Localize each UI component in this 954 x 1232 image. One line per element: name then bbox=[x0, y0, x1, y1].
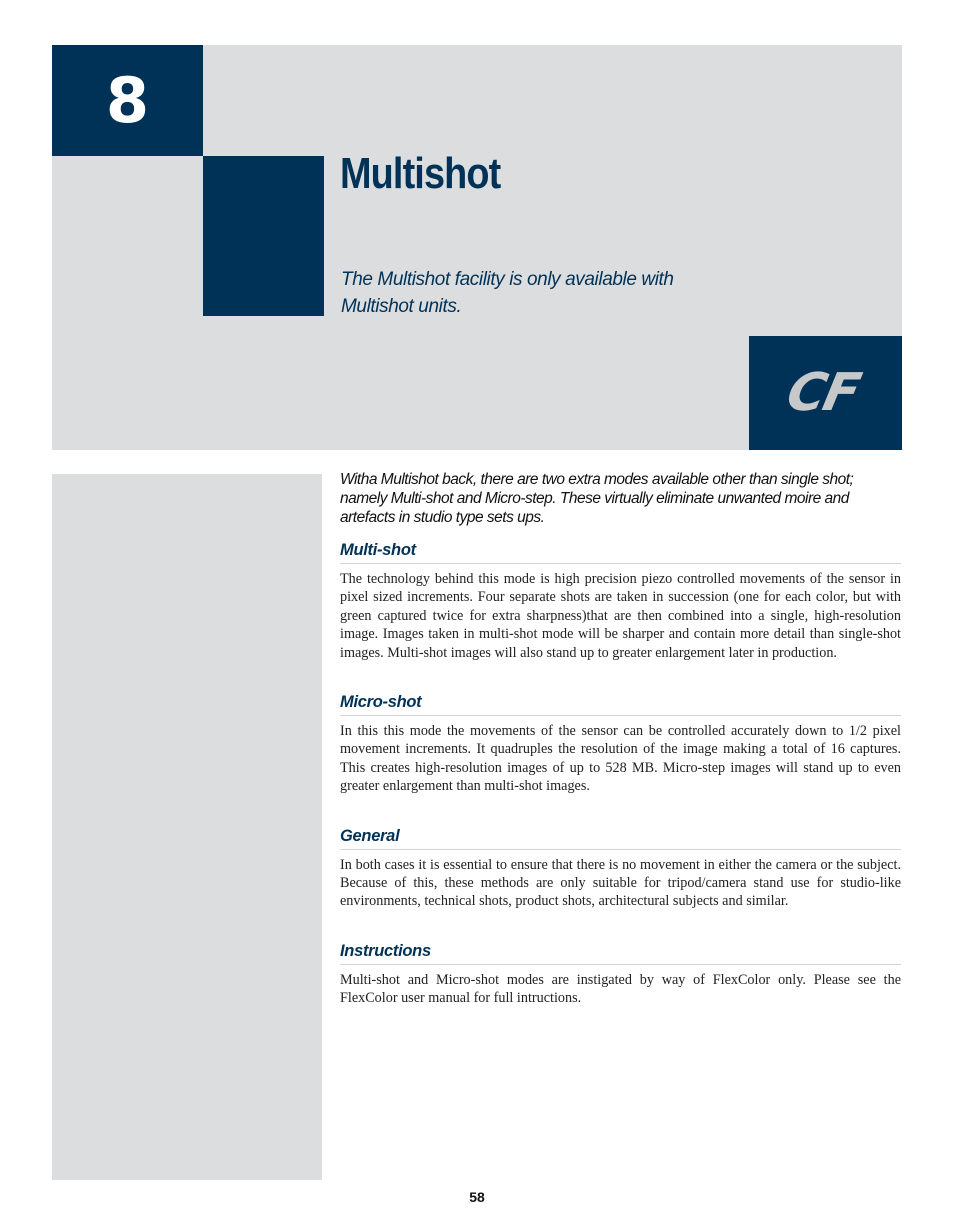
section-body: The technology behind this mode is high precision piezo controlled movements of the sensor in pixel sized increments. Four separate shots are taken in succession (one for each color, but with green captured twice for extra sharpness)that are then combined into a single, high-resolution image. Images taken in multi-shot mode will be sharper and contain more detail than single-shot images. Multi-shot images will also stand up to greater enlargement later in production. bbox=[340, 571, 901, 661]
section-heading: Multi-shot bbox=[340, 539, 901, 564]
section-multi-shot bbox=[340, 539, 901, 662]
header-accent-block bbox=[203, 156, 324, 316]
availability-note: The Multishot facility is only available with Multishot units. bbox=[341, 269, 674, 317]
section-body: Multi-shot and Micro-shot modes are instigated by way of FlexColor only. Please see the FlexColor user manual for full intructions. bbox=[340, 971, 901, 1007]
page-title: Multishot bbox=[340, 149, 501, 198]
cf-logo-box bbox=[749, 336, 902, 450]
section-instructions bbox=[340, 940, 901, 1008]
section-micro-shot bbox=[340, 691, 901, 796]
section-body: In this this mode the movements of the sensor can be controlled accurately down to 1/2 pixel movement increments. It quadruples the resolution of the image making a total of 16 captures. This creates high-resolution images of up to 528 MB. Micro-step images will stand up to even greater enlargement than multi-shot images. bbox=[340, 723, 901, 795]
section-body: In both cases it is essential to ensure that there is no movement in either the camera or the subject. Because of this, these methods are only suitable for tripod/camera stand use for studio-like environments, technical shots, product shots, architectural subjects and similar. bbox=[340, 856, 901, 910]
main-content bbox=[340, 470, 901, 1008]
section-heading: General bbox=[340, 825, 901, 850]
chapter-number: 8 bbox=[105, 63, 150, 137]
section-heading: Instructions bbox=[340, 940, 901, 965]
side-panel bbox=[52, 474, 322, 1180]
chapter-number-box bbox=[52, 45, 203, 156]
cf-logo-icon: CF bbox=[781, 363, 864, 423]
page-number: 58 bbox=[469, 1189, 485, 1205]
section-heading: Micro-shot bbox=[340, 691, 901, 716]
section-general bbox=[340, 825, 901, 911]
intro-paragraph: Witha Multishot back, there are two extra modes available other than single shot; namely Multi-shot and Micro-step. These virtually eliminate unwanted moire and artefacts in studio type sets ups. bbox=[340, 471, 854, 526]
